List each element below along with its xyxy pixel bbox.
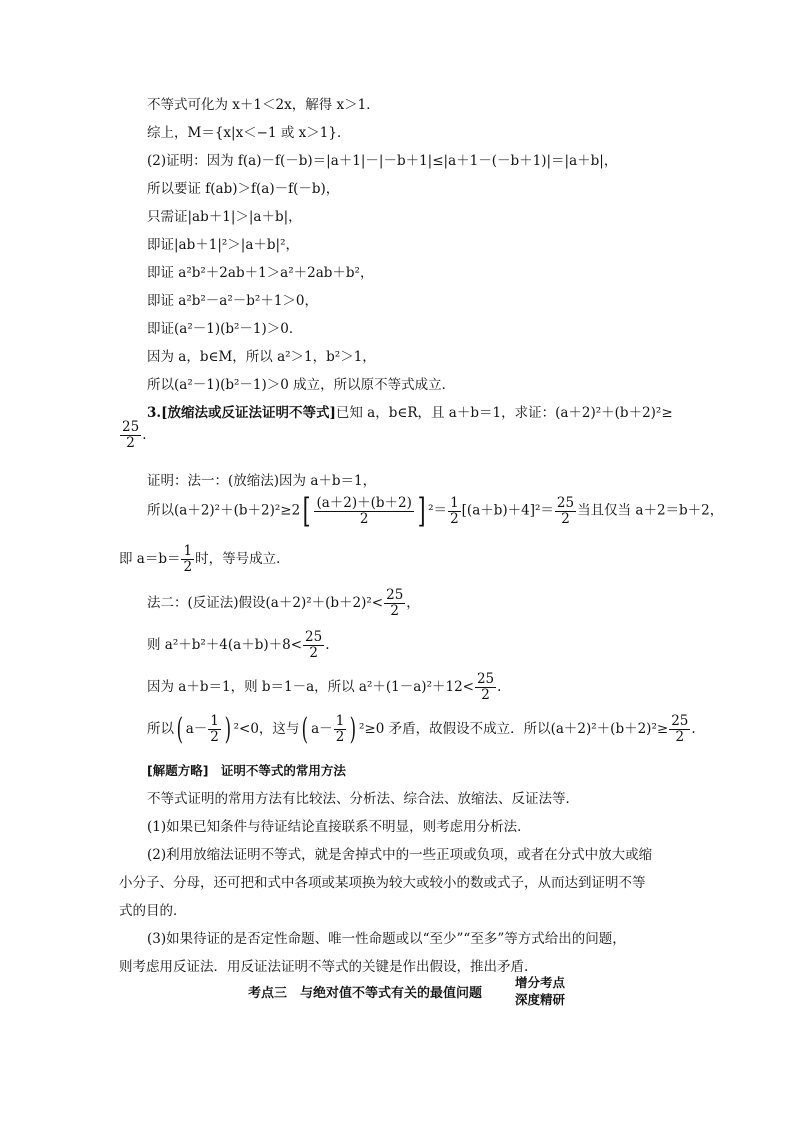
problem-tag: 3.[放缩法或反证法证明不等式] <box>147 405 336 421</box>
fraction: $\frac{1}{2}$ <box>335 713 345 745</box>
fraction: $\frac{25}{2}$ <box>305 629 323 661</box>
bracket-left: [ <box>302 491 311 531</box>
method-1-derivation: 所以(a＋2)²＋(b＋2)²≥2[ $\frac{(a+2)+(b+2)}{2}$ ] ²＝ $\frac{1}{2}$ [(a＋b)＋4]²＝ $\frac{25}{2}$ 当且仅当 a＋2＝b＋2， <box>147 491 724 531</box>
strategy-paragraph: 小分子、分母，还可把和式中各项或某项换为较大或较小的数或式子，从而达到证明不等 <box>119 875 646 891</box>
bracket-right: ] <box>417 491 426 531</box>
text-line: 即证(a²－1)(b²－1)＞0． <box>147 321 303 337</box>
section-heading: 考点三 与绝对值不等式有关的最值问题 <box>248 986 483 1001</box>
method-2-conclusion: 所以( a－ $\frac{1}{2}$ ) ²<0，这与( a－ $\frac{1}{2}$ ) ²≥0 矛盾，故假设不成立．所以(a＋2)²＋(b＋2)²≥ $\frac{25}{2}$ . <box>147 711 696 747</box>
method-1-equality: 即 a＝b＝ $\frac{1}{2}$ 时，等号成立． <box>119 543 290 575</box>
strategy-paragraph: (2)利用放缩法证明不等式，就是舍掉式中的一些正项或负项，或者在分式中放大或缩 <box>147 847 653 863</box>
section-tag: 增分考点 深度精研 <box>515 975 566 1007</box>
problem-text: 已知 a，b∈R，且 a＋b＝1，求证：(a＋2)²＋(b＋2)²≥ <box>335 405 673 421</box>
method-2-step: 则 a²＋b²＋4(a＋b)＋8< $\frac{25}{2}$ . <box>147 629 330 661</box>
fraction: $\frac{1}{2}$ <box>450 494 459 527</box>
fraction: $\frac{(a+2)+(b+2)}{2}$ <box>316 494 412 527</box>
text-line: (2)证明：因为 f(a)－f(－b)＝|a＋1|－|－b＋1|≤|a＋1－(－b＋1)|＝|a＋b|， <box>147 153 618 169</box>
fraction: $\frac{25}{2}$ <box>476 671 495 703</box>
text-line: 不等式可化为 x＋1＜2x，解得 x＞1． <box>147 97 380 113</box>
problem-3-fraction-line: $\frac{25}{2}$ . <box>122 419 147 451</box>
strategy-paragraph: 式的目的． <box>119 903 187 919</box>
text-line: 因为 a，b∈M，所以 a²＞1，b²＞1， <box>147 349 376 365</box>
problem-3-statement <box>147 404 673 422</box>
method-1-intro: 证明：法一：(放缩法)因为 a＋b＝1， <box>147 473 377 489</box>
text-line: 所以要证 f(ab)＞f(a)－f(－b)， <box>147 181 340 197</box>
method-2-assumption: 法二：(反证法)假设(a＋2)²＋(b＋2)²< $\frac{25}{2}$ ， <box>147 587 420 619</box>
strategy-paragraph: 则考虑用反证法．用反证法证明不等式的关键是作出假设，推出矛盾. <box>119 959 529 975</box>
strategy-paragraph: (3)如果待证的是否定性命题、唯一性命题或以“至少”“至多”等方式给出的问题， <box>147 931 626 947</box>
text-line: 即证 a²b²－a²－b²＋1＞0， <box>147 293 318 309</box>
text-line: 所以(a²－1)(b²－1)＞0 成立，所以原不等式成立． <box>147 377 456 393</box>
fraction: $\frac{25}{2}$ <box>122 419 140 451</box>
strategy-paragraph: 不等式证明的常用方法有比较法、分析法、综合法、放缩法、反证法等． <box>147 791 579 807</box>
text-line: 即证 a²b²＋2ab＋1＞a²＋2ab＋b²， <box>147 265 374 281</box>
fraction: $\frac{1}{2}$ <box>210 713 219 745</box>
strategy-title: [解题方略] 证明不等式的常用方法 <box>147 763 346 778</box>
fraction: $\frac{25}{2}$ <box>556 494 575 527</box>
text-line: 只需证|ab＋1|＞|a＋b|， <box>147 209 302 225</box>
fraction: $\frac{25}{2}$ <box>671 713 689 745</box>
text-line: 即证|ab＋1|²＞|a＋b|²， <box>147 237 299 253</box>
strategy-paragraph: (1)如果已知条件与待证结论直接联系不明显，则考虑用分析法． <box>147 819 531 835</box>
fraction: $\frac{1}{2}$ <box>183 543 193 575</box>
fraction: $\frac{25}{2}$ <box>386 587 404 619</box>
method-2-step: 因为 a＋b＝1，则 b＝1－a，所以 a²＋(1－a)²＋12< $\frac{25}{2}$ . <box>147 671 502 703</box>
text-line: 综上，M＝{x|x＜−1 或 x＞1}． <box>147 125 351 141</box>
